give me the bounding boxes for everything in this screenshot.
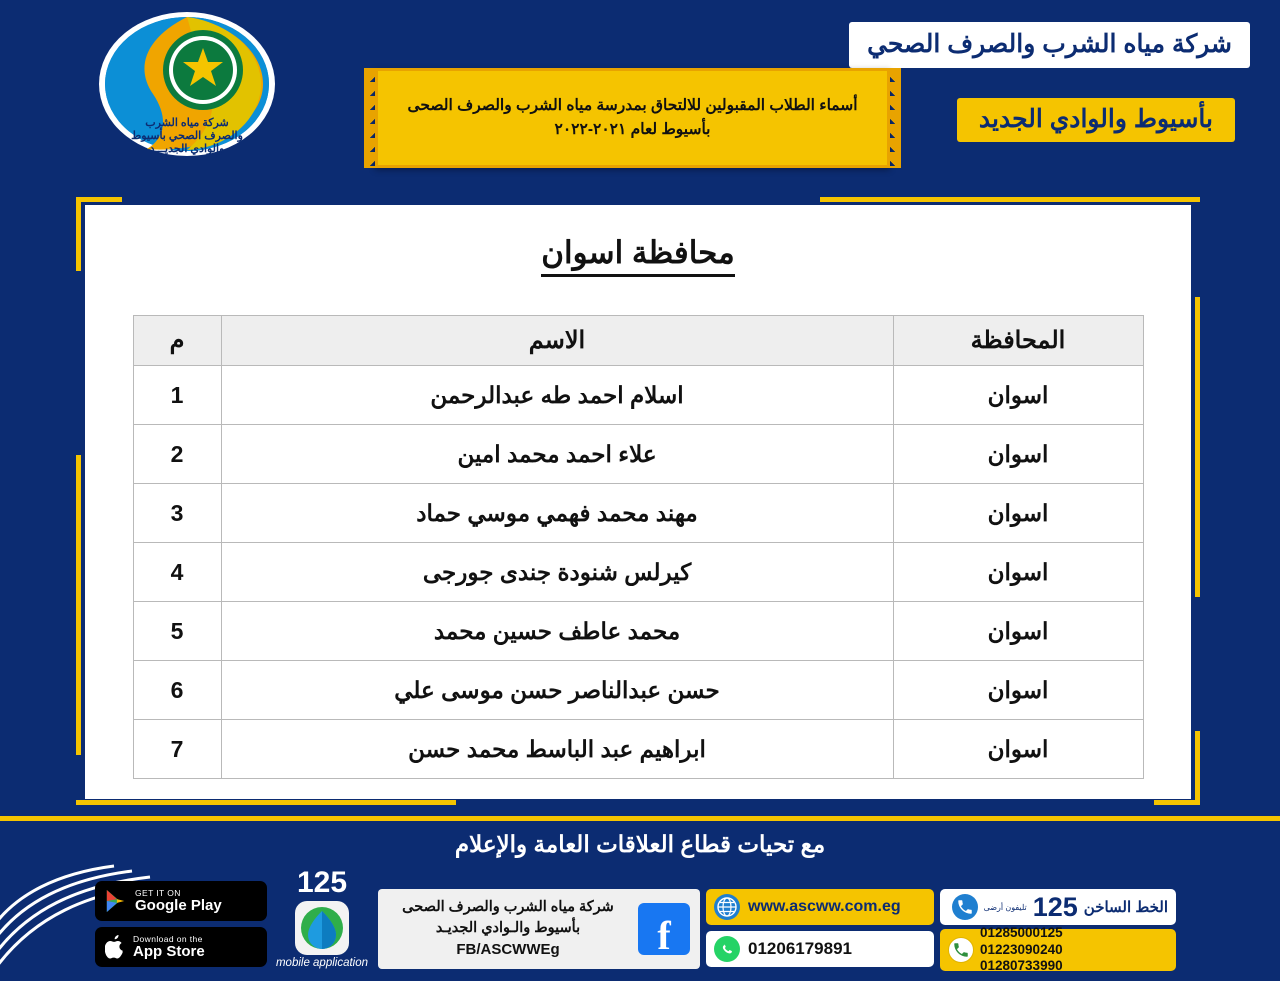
table-row: [133, 720, 1143, 779]
company-name: شركة مياه الشرب والصرف الصحي: [849, 22, 1250, 68]
table-row: [133, 661, 1143, 720]
greeting-text: مع تحيات قطاع العلاقات العامة والإعلام: [454, 831, 826, 857]
app-store-label: App Store: [133, 942, 205, 960]
footer: [0, 816, 1280, 981]
facebook-box[interactable]: [378, 889, 700, 969]
cell-name: كيرلس شنودة جندى جورجى: [221, 543, 893, 602]
phone-numbers-box: [940, 924, 1176, 974]
cell-name: حسن عبدالناصر حسن موسى علي: [221, 661, 893, 720]
facebook-handle: FB/ASCWWEg: [456, 941, 560, 959]
cell-governorate: اسوان: [893, 425, 1143, 484]
table-row: [133, 425, 1143, 484]
cell-index: 4: [133, 543, 221, 602]
ribbon-line-2: بأسيوط لعام ٢٠٢١-٢٠٢٢: [554, 121, 711, 138]
google-play-small-label: GET IT ON: [135, 887, 181, 898]
globe-icon: [714, 894, 740, 920]
cell-governorate: اسوان: [893, 602, 1143, 661]
cell-name: ابراهيم عبد الباسط محمد حسن: [221, 720, 893, 779]
table-header-row: [133, 316, 1143, 366]
google-play-button[interactable]: [95, 881, 267, 921]
cell-index: 3: [133, 484, 221, 543]
column-header-num: م: [133, 316, 221, 366]
table-row: [133, 602, 1143, 661]
facebook-text: [388, 897, 628, 961]
hotline-box[interactable]: [940, 889, 1176, 925]
company-subtitle: بأسيوط والوادي الجديد: [957, 98, 1235, 142]
table-row: [133, 543, 1143, 602]
frame-edge-bottom-left: [76, 799, 456, 805]
mobile-app-block: [272, 868, 372, 969]
header: [0, 0, 1280, 185]
facebook-line-1: شركة مياه الشرب والصرف الصحى: [402, 899, 614, 916]
ribbon-line-1: أسماء الطلاب المقبولين للالتحاق بمدرسة مياه الشرب والصرف الصحى: [407, 96, 858, 114]
cell-index: 1: [133, 366, 221, 425]
phone-number-2: 01223090240: [980, 941, 1063, 957]
svg-text:والوادي الجديـــد: والوادي الجديـــد: [149, 143, 225, 155]
cell-index: 6: [133, 661, 221, 720]
company-logo: [95, 8, 280, 168]
cell-governorate: اسوان: [893, 543, 1143, 602]
cell-governorate: اسوان: [893, 484, 1143, 543]
app-store-button[interactable]: [95, 927, 267, 967]
phone-number-1: 01285000125: [980, 924, 1063, 940]
app-number: 125: [296, 866, 348, 899]
phone-numbers-list: [980, 925, 1063, 976]
cell-name: محمد عاطف حسين محمد: [221, 602, 893, 661]
mobile-app-icon[interactable]: [295, 901, 349, 955]
cell-index: 7: [133, 720, 221, 779]
svg-text:شركة مياه الشرب: شركة مياه الشرب: [145, 117, 229, 129]
cell-governorate: اسوان: [893, 366, 1143, 425]
content-frame: [76, 197, 1200, 805]
hotline-number: 125: [1032, 891, 1078, 922]
frame-edge-left: [76, 455, 82, 755]
frame-edge-top-right: [820, 197, 1200, 203]
table-row: [133, 484, 1143, 543]
cell-governorate: اسوان: [893, 661, 1143, 720]
column-header-governorate: المحافظة: [893, 316, 1143, 366]
mobile-phone-icon: [948, 937, 974, 963]
hotline-label: الخط الساخن: [1083, 899, 1168, 916]
students-table: [133, 315, 1144, 779]
whatsapp-icon: [714, 936, 740, 962]
governorate-title-text: محافظة اسوان: [541, 235, 735, 277]
facebook-line-2: بأسيوط والـوادي الجديـد: [435, 920, 581, 937]
app-store-small-label: Download on the: [133, 933, 203, 944]
whatsapp-number: 01206179891: [748, 939, 853, 958]
website-url: www.ascww.com.eg: [748, 898, 901, 915]
facebook-icon: f: [638, 903, 690, 955]
cell-index: 5: [133, 602, 221, 661]
cell-governorate: اسوان: [893, 720, 1143, 779]
apple-icon: [105, 935, 125, 959]
governorate-title: [85, 205, 1191, 275]
google-play-label: Google Play: [135, 896, 222, 914]
phone-icon: [952, 894, 978, 920]
app-store-buttons: [95, 881, 267, 967]
cell-name: اسلام احمد طه عبدالرحمن: [221, 366, 893, 425]
cell-name: علاء احمد محمد امين: [221, 425, 893, 484]
website-box[interactable]: [706, 889, 934, 925]
title-ribbon: [375, 68, 890, 168]
phone-number-3: 01280733990: [980, 958, 1063, 974]
column-header-name: الاسم: [221, 316, 893, 366]
cell-name: مهند محمد فهمي موسي حماد: [221, 484, 893, 543]
table-row: [133, 366, 1143, 425]
google-play-icon: [105, 889, 127, 913]
mobile-app-caption: mobile application: [275, 957, 369, 969]
frame-edge-right: [1194, 297, 1200, 597]
hotline-note: تليفون أرضى: [983, 902, 1027, 912]
svg-text:والصرف الصحي بأسيوط: والصرف الصحي بأسيوط: [131, 130, 243, 142]
cell-index: 2: [133, 425, 221, 484]
students-card: [85, 205, 1191, 799]
whatsapp-box[interactable]: [706, 931, 934, 967]
